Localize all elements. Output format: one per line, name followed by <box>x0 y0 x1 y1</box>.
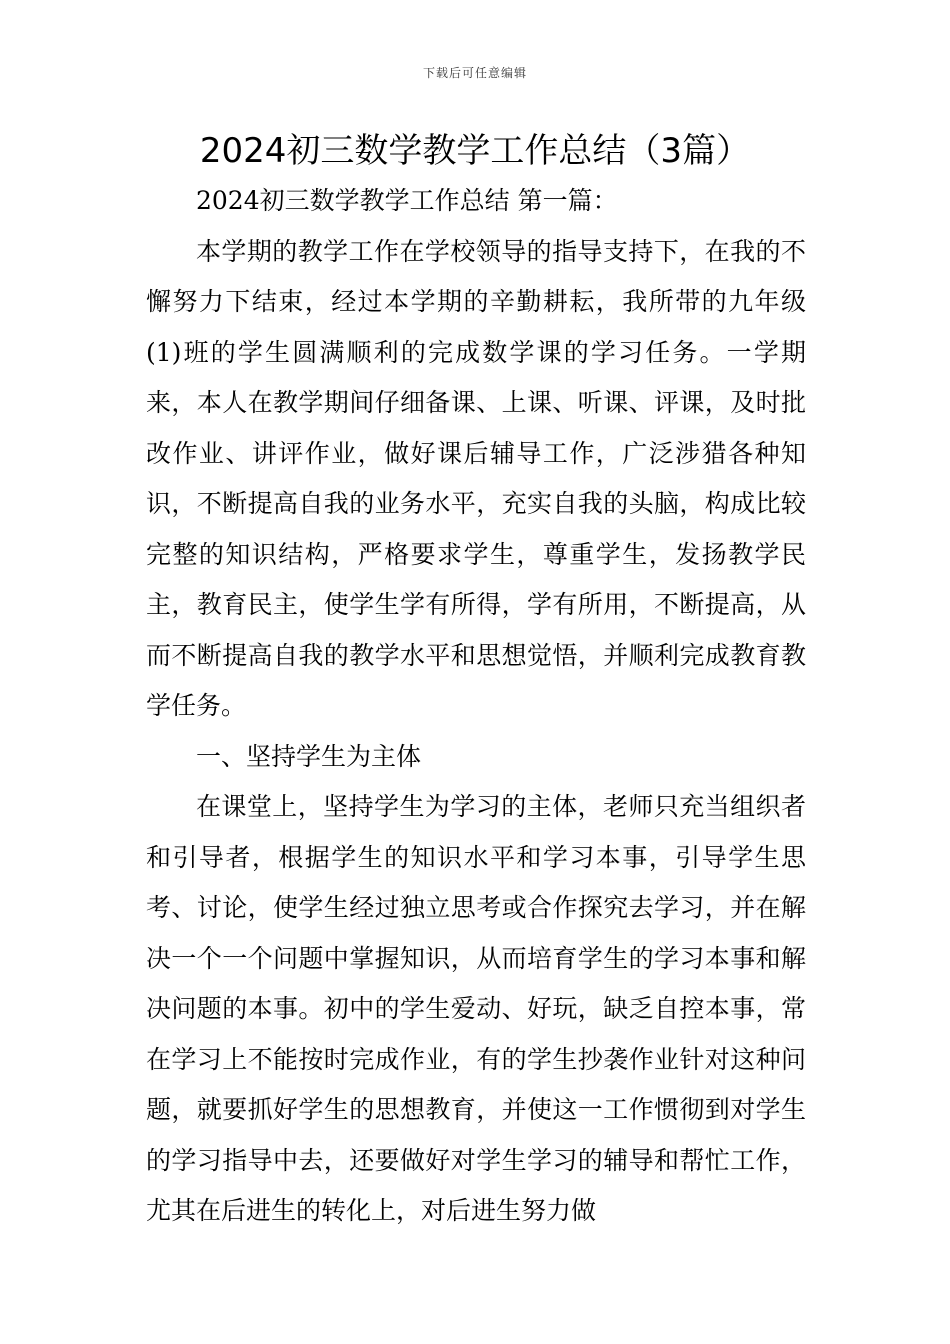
section-subtitle: 2024初三数学教学工作总结 第一篇： <box>196 186 618 215</box>
header-note: 下载后可任意编辑 <box>422 66 527 80</box>
section-heading: 一、坚持学生为主体 <box>196 741 422 771</box>
document-title: 2024初三数学教学工作总结（3篇） <box>199 131 751 171</box>
paragraph-body: 在课堂上，坚持学生为学习的主体，老师只充当组织者和引导者，根据学生的知识水平和学习本事，引导学生思考、讨论，使学生经过独立思考或合作探究去学习，并在解决一个一个问题中掌握知识，从而培育学生的学习本事和解决问题的本事。初中的学生爱动、好玩，缺乏自控本事，常在学习上不能按时完成作业，有的学生抄袭作业针对这种问题，就要抓好学生的思想教育，并使这一工作惯彻到对学生的学习指导中去，还要做好对学生学习的辅导和帮忙工作，尤其在后进生的转化上，对后进生努力做 <box>146 792 806 1225</box>
paragraph-intro: 本学期的教学工作在学校领导的指导支持下，在我的不懈努力下结束，经过本学期的辛勤耕耘，我所带的九年级(1)班的学生圆满顺利的完成数学课的学习任务。一学期来，本人在教学期间仔细备课、上课、听课、评课，及时批改作业、讲评作业，做好课后辅导工作，广泛涉猎各种知识，不断提高自我的业务水平，充实自我的头脑，构成比较完整的知识结构，严格要求学生，尊重学生，发扬教学民主，教育民主，使学生学有所得，学有所用，不断提高，从而不断提高自我的教学水平和思想觉悟，并顺利完成教育教学任务。 <box>146 236 806 720</box>
document-body <box>146 176 806 1237</box>
